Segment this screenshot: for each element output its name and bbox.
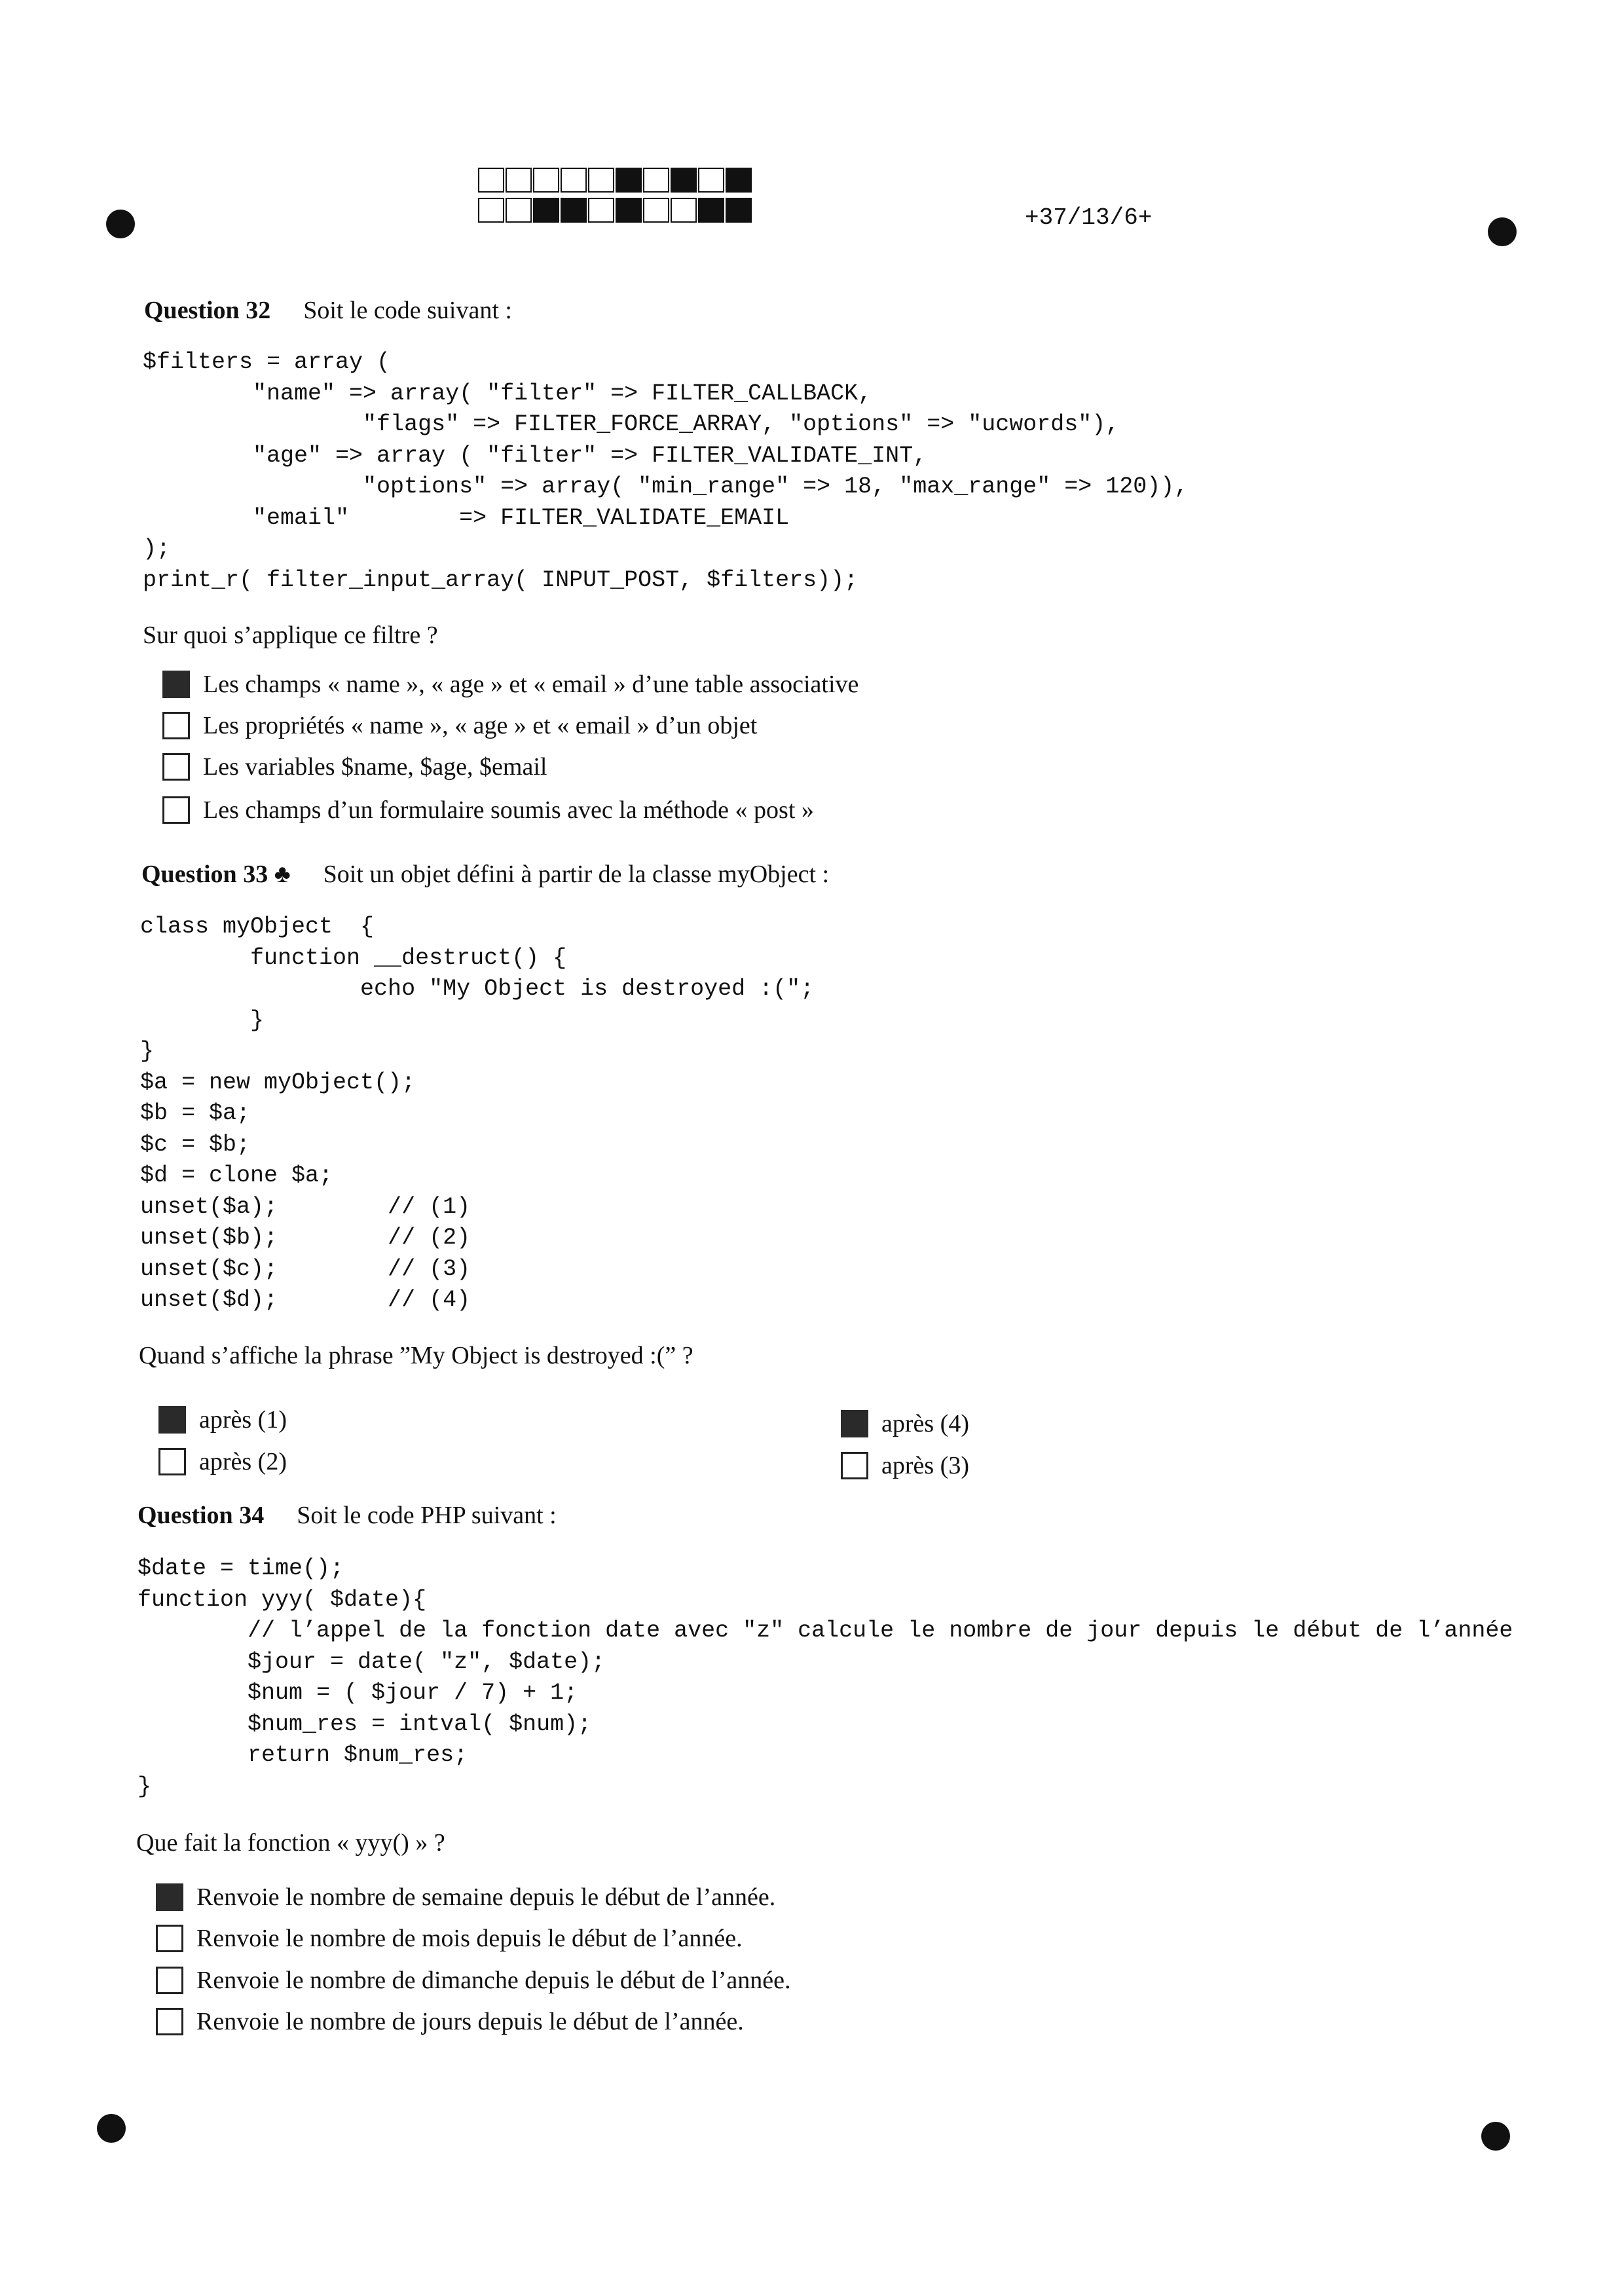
barcode-cell <box>561 198 587 223</box>
answer-checkbox[interactable] <box>158 1406 186 1434</box>
answer-choice[interactable] <box>156 1924 743 1953</box>
answer-choice[interactable] <box>841 1451 969 1480</box>
question-33-header <box>141 860 829 889</box>
answer-checkbox[interactable] <box>162 671 190 698</box>
barcode-cell <box>506 198 532 223</box>
code-block-q33: class myObject { function __destruct() { echo "My Object is destroyed :("; } } $a = new myObject(); $b = $a; $c = $b; $d = clone $a; unset($a); // (1) unset($b); // (2) unset($c); // (3) unset($d); // (4) <box>140 914 815 1313</box>
answer-checkbox[interactable] <box>841 1452 868 1479</box>
question-prompt-q33: Quand s’affiche la phrase ”My Object is destroyed :(” ? <box>139 1342 693 1369</box>
answer-label: Renvoie le nombre de jours depuis le début de l’année. <box>196 2008 744 2035</box>
barcode-cell <box>588 198 614 223</box>
answer-choice[interactable] <box>158 1405 287 1434</box>
answer-checkbox[interactable] <box>156 2008 183 2035</box>
page-barcode <box>478 168 753 228</box>
barcode-cell <box>726 198 752 223</box>
answer-choice[interactable] <box>156 1883 775 1912</box>
barcode-cell <box>698 168 724 193</box>
answer-label: après (1) <box>199 1406 287 1434</box>
answer-choice[interactable] <box>162 752 547 781</box>
answer-choice[interactable] <box>162 711 757 740</box>
answer-choice[interactable] <box>162 670 858 699</box>
barcode-cell <box>533 168 559 193</box>
question-32-header <box>144 296 512 325</box>
answer-label: Renvoie le nombre de semaine depuis le début de l’année. <box>196 1883 776 1911</box>
barcode-cell <box>671 168 697 193</box>
barcode-cell <box>726 168 752 193</box>
barcode-row <box>478 198 753 224</box>
answer-label: Les variables $name, $age, $email <box>203 753 547 781</box>
answer-label: après (4) <box>881 1410 969 1437</box>
answer-label: Les champs « name », « age » et « email » d’une table associative <box>203 671 859 698</box>
answer-choice[interactable] <box>156 2007 744 2036</box>
question-intro: Soit le code suivant : <box>303 297 512 324</box>
answer-checkbox[interactable] <box>162 712 190 739</box>
question-number: Question 32 <box>144 297 271 324</box>
barcode-cell <box>533 198 559 223</box>
answer-checkbox[interactable] <box>841 1410 868 1437</box>
barcode-cell <box>616 168 642 193</box>
answer-checkbox[interactable] <box>162 796 190 824</box>
barcode-cell <box>478 198 504 223</box>
answer-label: Les propriétés « name », « age » et « email » d’un objet <box>203 712 758 739</box>
answer-choice[interactable] <box>158 1447 287 1476</box>
answer-checkbox[interactable] <box>158 1448 186 1475</box>
question-intro: Soit le code PHP suivant : <box>297 1502 557 1529</box>
corner-mark-bottom-right <box>1481 2122 1510 2151</box>
barcode-cell <box>643 168 669 193</box>
question-prompt-q34: Que fait la fonction « yyy() » ? <box>136 1829 445 1857</box>
barcode-cell <box>588 168 614 193</box>
answer-choice[interactable] <box>156 1966 790 1995</box>
question-intro: Soit un objet défini à partir de la classe myObject : <box>323 861 830 888</box>
barcode-cell <box>561 168 587 193</box>
corner-mark-top-left <box>106 210 135 238</box>
answer-label: Renvoie le nombre de dimanche depuis le début de l’année. <box>196 1967 791 1994</box>
corner-mark-bottom-left <box>97 2114 126 2143</box>
answer-label: après (3) <box>881 1452 969 1479</box>
question-prompt-q32: Sur quoi s’applique ce filtre ? <box>143 621 438 649</box>
barcode-cell <box>478 168 504 193</box>
answer-label: après (2) <box>199 1448 287 1475</box>
answer-label: Renvoie le nombre de mois depuis le début de l’année. <box>196 1925 743 1952</box>
corner-mark-top-right <box>1488 217 1517 246</box>
barcode-cell <box>643 198 669 223</box>
answer-checkbox[interactable] <box>162 753 190 781</box>
answer-checkbox[interactable] <box>156 1925 183 1952</box>
answer-label: Les champs d’un formulaire soumis avec la méthode « post » <box>203 796 814 824</box>
barcode-cell <box>698 198 724 223</box>
question-34-header <box>138 1501 557 1530</box>
answer-checkbox[interactable] <box>156 1967 183 1994</box>
page-identifier: +37/13/6+ <box>1025 204 1153 231</box>
barcode-cell <box>506 168 532 193</box>
answer-choice[interactable] <box>841 1409 969 1438</box>
barcode-cell <box>616 198 642 223</box>
code-block-q34: $date = time(); function yyy( $date){ // l’appel de la fonction date avec "z" calcule le nombre de jour depuis le début de l’année $jour = date( "z", $date); $num = ( $jour / 7) + 1; $num_res = intval( $num); return $num_res; } <box>138 1555 1513 1800</box>
barcode-cell <box>671 198 697 223</box>
barcode-row <box>478 168 753 194</box>
answer-choice[interactable] <box>162 796 814 824</box>
answer-checkbox[interactable] <box>156 1883 183 1911</box>
question-number: Question 34 <box>138 1502 265 1529</box>
question-number: Question 33 ♣ <box>141 861 291 888</box>
code-block-q32: $filters = array ( "name" => array( "filter" => FILTER_CALLBACK, "flags" => FILTER_FORCE_ARRAY, "options" => "ucwords"), "age" => array ( "filter" => FILTER_VALIDATE_INT, "options" => array( "min_range" => 18, "max_range" => 120)), "email" => FILTER_VALIDATE_EMAIL ); print_r( filter_input_array( INPUT_POST, $filters)); <box>143 349 1189 593</box>
